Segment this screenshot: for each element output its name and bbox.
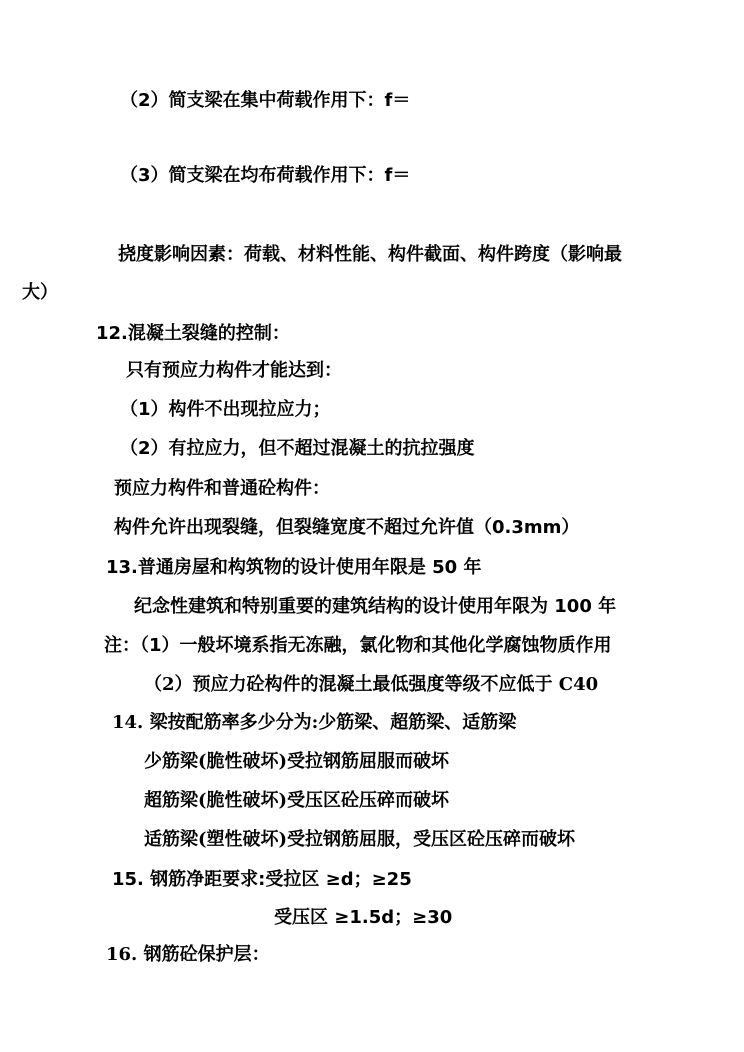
section-15-heading: 15. 钢筋净距要求:受拉区 ≥d；≥25 xyxy=(112,869,412,890)
over-reinforced-line: 超筋梁(脆性破坏)受压区砼压碎而破坏 xyxy=(144,790,450,811)
memorial-buildings-line: 纪念性建筑和特别重要的建筑结构的设计使用年限为 100 年 xyxy=(134,596,617,617)
section-13-heading: 13.普通房屋和构筑物的设计使用年限是 50 年 xyxy=(106,557,482,578)
crack-width-line: 构件允许出现裂缝，但裂缝宽度不超过允许值（0.3mm） xyxy=(114,517,580,538)
deflection-factors-line: 挠度影响因素：荷载、材料性能、构件截面、构件跨度（影响最 xyxy=(118,244,622,265)
note-environment-line: 注：（1）一般坏境系指无冻融，氯化物和其他化学腐蚀物质作用 xyxy=(104,635,612,656)
balanced-reinforced-line: 适筋梁(塑性破坏)受拉钢筋屈服，受压区砼压碎而破坏 xyxy=(144,829,576,850)
formula-line-distributed-load: （3）简支梁在均布荷载作用下：f＝ xyxy=(120,165,411,186)
section-14-heading: 14. 梁按配筋率多少分为:少筋梁、超筋梁、适筋梁 xyxy=(112,712,517,733)
under-reinforced-line: 少筋梁(脆性破坏)受拉钢筋屈服而破坏 xyxy=(144,751,450,772)
prestressed-and-ordinary-line: 预应力构件和普通砼构件： xyxy=(114,478,330,499)
formula-line-concentrated-load: （2）简支梁在集中荷载作用下：f＝ xyxy=(120,90,411,111)
note-c40-line: （2）预应力砼构件的混凝土最低强度等级不应低于 C40 xyxy=(144,674,599,695)
prestressed-only-line: 只有预应力构件才能达到： xyxy=(126,360,342,381)
item-no-tensile-stress: （1）构件不出现拉应力； xyxy=(120,399,331,420)
section-16-heading: 16. 钢筋砼保护层： xyxy=(106,944,270,965)
deflection-factors-continued: 大） xyxy=(22,282,58,303)
section-12-heading: 12.混凝土裂缝的控制： xyxy=(96,323,290,344)
compression-zone-spacing-line: 受压区 ≥1.5d；≥30 xyxy=(274,907,453,928)
item-tensile-within-strength: （2）有拉应力，但不超过混凝土的抗拉强度 xyxy=(120,438,475,459)
